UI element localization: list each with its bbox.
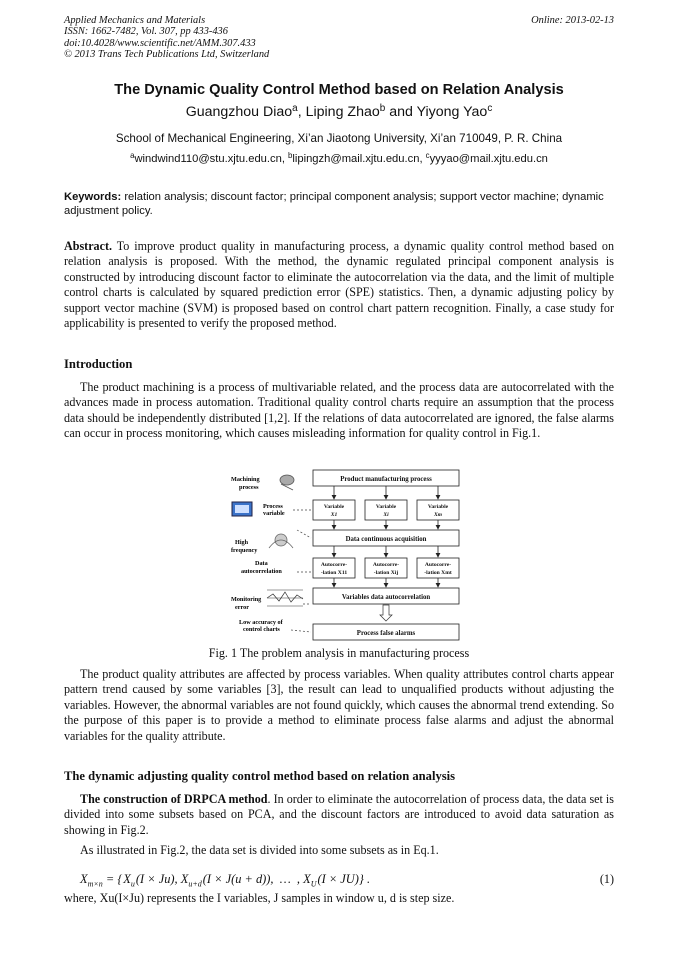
email-mark: c [425,151,430,161]
label-data-auto: Data [255,560,268,567]
section-heading-method: The dynamic adjusting quality control method based on relation analysis [64,769,456,783]
equation-where: where, Xu(I×Ju) represents the I variables, J samples in window u, d is step size. [64,891,455,905]
text-variable-m-sym: Xm [433,512,443,518]
paper-title: The Dynamic Quality Control Method based on Relation Analysis [114,82,564,98]
hollow-arrow [380,605,392,621]
keywords-text: relation analysis; discount factor; principal component analysis; support vector machine; dynamic adjustment policy. [64,191,604,217]
computer-icon [232,502,252,516]
author-mark: a [292,103,298,115]
chart-icon [267,590,303,606]
intro-paragraph-1 [64,380,614,442]
text-product-process: Product manufacturing process [340,476,432,483]
author-mark: b [379,103,386,115]
text-variable-i: Variable [375,504,397,510]
method-paragraph-2 [64,843,614,858]
journal-name: Applied Mechanics and Materials [64,15,206,26]
author-sep: and [385,104,417,120]
author-name: Guangzhou Diao [185,104,293,120]
method-p2-text: As illustrated in Fig.2, the data set is divided into some subsets as in Eq.1. [80,843,439,857]
copyright: © 2013 Trans Tech Publications Ltd, Switzerland [64,49,270,61]
text-autocorr-m: Autocorre- [424,562,452,568]
online-date: Online: 2013-02-13 [531,15,614,26]
subsection-heading-drpca: The construction of DRPCA method [80,792,268,806]
email-address[interactable]: lipingzh@mail.xjtu.edu.cn [292,153,420,165]
journal-header [64,15,269,61]
label-machining: Machining [231,476,260,483]
text-variable-i-sym: Xi [383,512,389,518]
section-heading-introduction: Introduction [64,357,133,371]
text-autocorr-ib: -lation Xij [373,570,399,576]
author-name: Yiyong Yao [416,104,488,120]
method-paragraph-1 [64,792,614,838]
label-low-acc: Low accuracy of [239,619,283,626]
equation-1: $X_{m\times n}$ = { $X_u$ (I × Ju), $X_{u+d}$ (I × J(u + d)), … , $X_U$ (I × JU)} . [80,872,371,889]
method-p1-text: . In order to eliminate the autocorrelation of process data, the data set is divided into some subsets based on PCA, and the discount factors are introduced to avoid data saturation as showing in Fig.2. [64,792,614,837]
intro-p2-text: The product quality attributes are affected by process variables. When quality attributes control charts appear pattern trend caused by some variables [3], the result can lead to unqualified products without adjusting the variables. However, the abnormal variables are not found quickly, which causes the abnormal trend extending. So the purpose of this paper is to provide a method to eliminate process false alarms and adjust the abnormal variables for the quality attribute. [64,667,614,743]
text-autocorr-1: Autocorre- [320,562,348,568]
email-sep: , [419,153,426,165]
figure-1-caption: Fig. 1 The problem analysis in manufacturing process [208,646,470,660]
issn: ISSN: 1662-7482, Vol. 307, pp 433-436 [64,26,228,38]
text-autocorr-1b: -lation X11 [320,570,348,576]
text-variable-1: Variable [323,504,345,510]
email-address[interactable]: yyyao@mail.xjtu.edu.cn [429,153,548,165]
leader-lines [291,510,311,632]
text-variable-m: Variable [427,504,449,510]
intro-p1-text: The product machining is a process of multivariable related, and the process data are autocorrelated with the advances made in process automation. Traditional quality control charts require an assumption that the process data should be independently distributed [1,2]. If the relations of data autocorrelated are ignored, the false alarms can occur in process monitoring, which causes misleading information for quality control in Fig.1. [64,380,614,441]
email-mark: b [288,151,293,161]
text-autocorr-mb: -lation Xmt [424,570,452,576]
email-mark: a [130,151,135,161]
text-data-acquisition: Data continuous acquisition [345,536,427,543]
abstract [64,239,614,331]
keywords [64,190,614,218]
text-autocorr-i: Autocorre- [372,562,400,568]
abstract-label: Abstract. [64,239,113,253]
intro-paragraph-2 [64,667,614,744]
label-data-auto-2: autocorrelation [241,568,282,575]
label-high-freq-2: frequency [231,547,258,554]
sensor-icon [269,534,293,548]
author-sep: , [297,104,306,120]
label-process-var: Process [263,503,283,510]
figure-1 [229,468,461,644]
label-low-acc-2: control charts [243,626,280,633]
label-monitoring-2: error [235,604,249,611]
affiliation: School of Mechanical Engineering, Xi’an Jiaotong University, Xi’an 710049, P. R. China [115,132,563,145]
email-sep: , [281,153,289,165]
label-machining-2: process [239,484,259,491]
email-address[interactable]: windwind110@stu.xjtu.edu.cn [134,153,282,165]
author-name: Liping Zhao [305,104,380,120]
label-monitoring: Monitoring [231,596,262,603]
email-list [0,153,678,165]
label-high-freq: High [235,539,249,546]
text-variable-1-sym: X1 [330,512,338,518]
equation-number: (1) [599,872,614,886]
text-false-alarms: Process false alarms [356,630,416,637]
doi: doi:10.4028/www.scientific.net/AMM.307.433 [64,37,256,49]
author-list [0,104,678,120]
machine-icon [280,475,294,490]
abstract-text: To improve product quality in manufacturing process, a dynamic quality control method based on relation analysis is proposed. With the method, the dynamic regulated principal component analysis is constructed by introducing discount factor to eliminate the autocorrelation via the data, and the limit of multiple control charts is calculated by squared prediction error (SPE) statistics. Then, a dynamic adjusting policy by support vector machine (SVM) is proposed based on control chart pattern recognition. Finally, a case study for applicability is presented to verify the proposed method. [64,239,614,331]
label-process-var-2: variable [263,510,285,517]
text-variables-autocorr: Variables data autocorrelation [341,594,431,601]
author-mark: c [487,103,493,115]
keywords-label: Keywords: [64,191,122,203]
